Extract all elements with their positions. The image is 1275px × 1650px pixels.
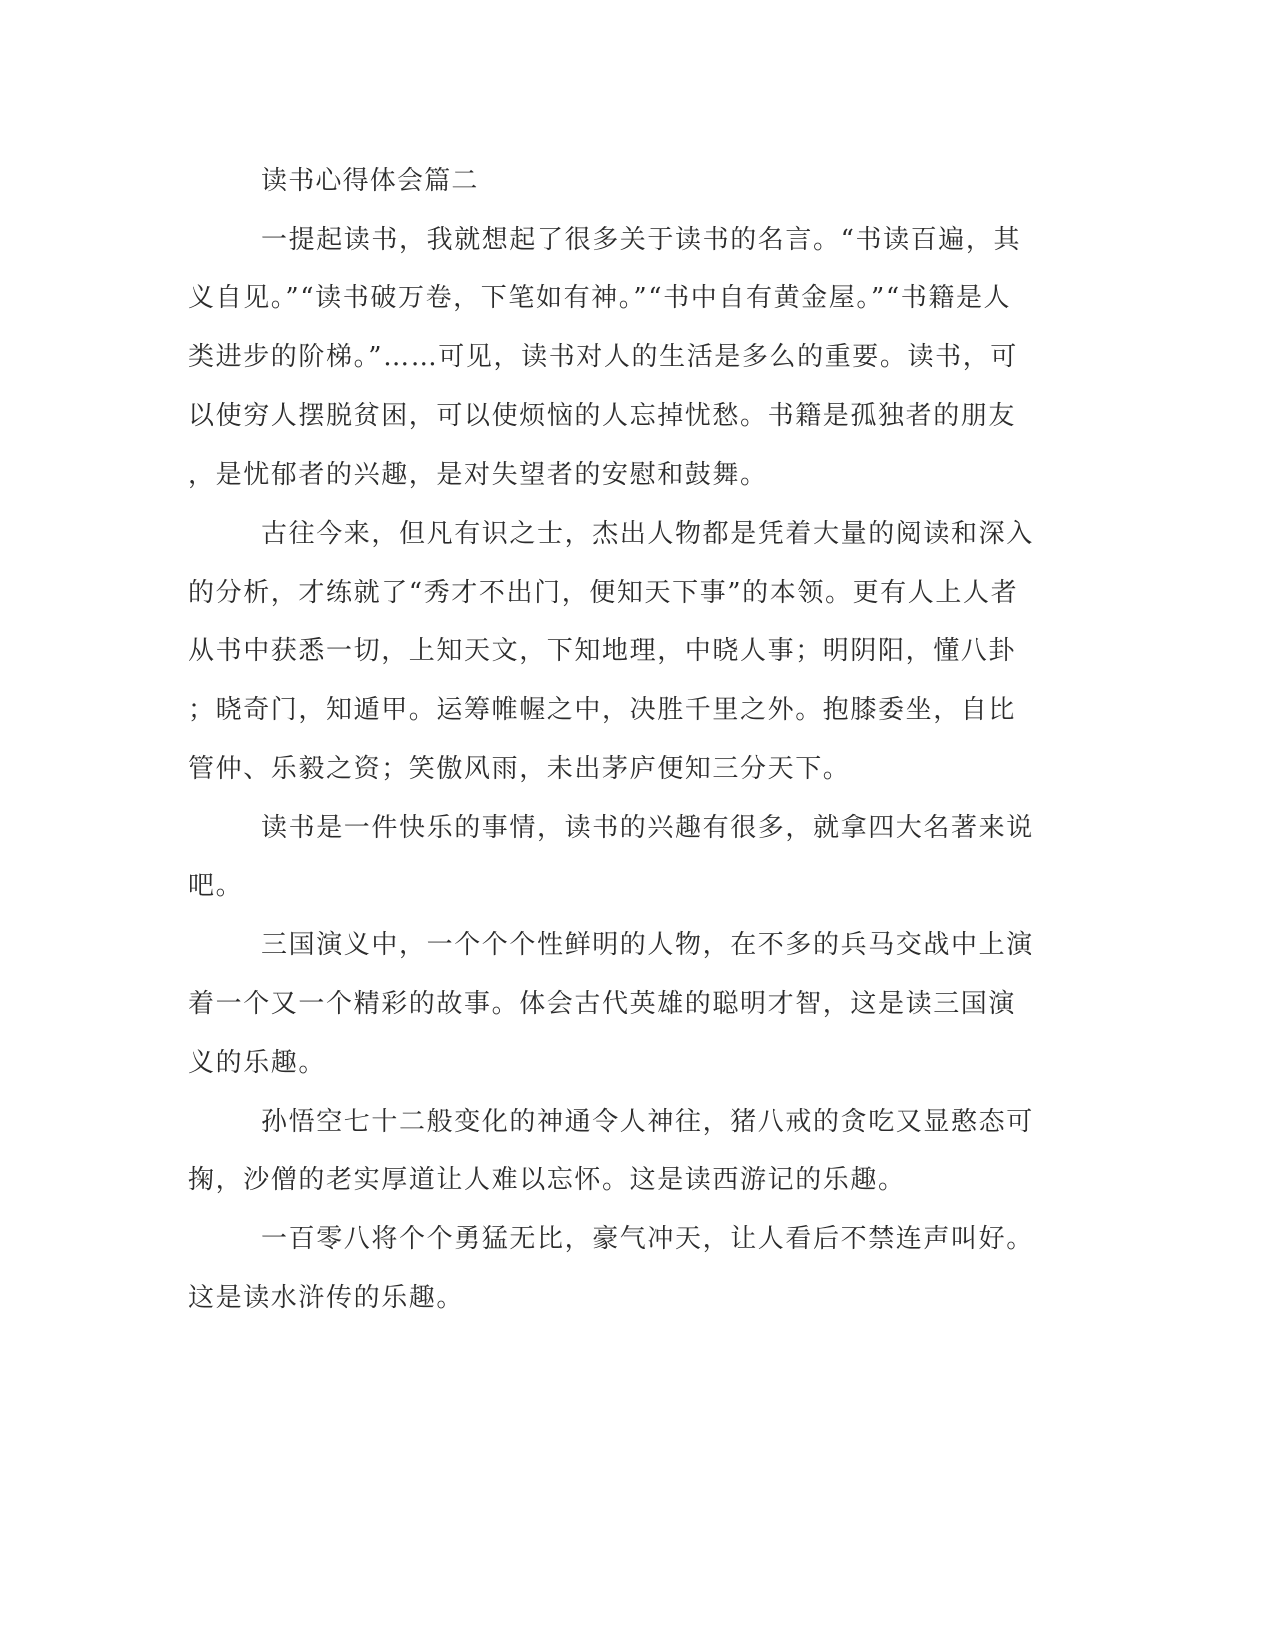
paragraph-6-line-1: 一百零八将个个勇猛无比，豪气冲天，让人看后不禁连声叫好。 <box>261 1224 1034 1254</box>
paragraph-4-line-2: 着一个又一个精彩的故事。体会古代英雄的聪明才智，这是读三国演 <box>188 989 1017 1019</box>
paragraph-2-line-3: 从书中获悉一切，上知天文，下知地理，中晓人事；明阴阳，懂八卦 <box>188 636 1017 666</box>
paragraph-1-line-1: 一提起读书，我就想起了很多关于读书的名言。“书读百遍，其 <box>261 225 1022 255</box>
paragraph-1-line-5: ，是忧郁者的兴趣，是对失望者的安慰和鼓舞。 <box>188 460 768 490</box>
paragraph-3-line-2: 吧。 <box>188 871 244 901</box>
paragraph-4-line-1: 三国演义中，一个个个性鲜明的人物，在不多的兵马交战中上演 <box>261 930 1034 960</box>
paragraph-6-line-2: 这是读水浒传的乐趣。 <box>188 1283 465 1313</box>
paragraph-5-line-1: 孙悟空七十二般变化的神通令人神往，猪八戒的贪吃又显憨态可 <box>261 1107 1034 1137</box>
paragraph-2-line-2: 的分析，才练就了“秀才不出门，便知天下事”的本领。更有人上人者 <box>188 578 1019 608</box>
paragraph-3-line-1: 读书是一件快乐的事情，读书的兴趣有很多，就拿四大名著来说 <box>261 813 1034 843</box>
paragraph-1-line-3: 类进步的阶梯。”……可见，读书对人的生活是多么的重要。读书，可 <box>188 342 1018 372</box>
paragraph-1-line-4: 以使穷人摆脱贫困，可以使烦恼的人忘掉忧愁。书籍是孤独者的朋友 <box>188 401 1017 431</box>
paragraph-1-line-2: 义自见。”“读书破万卷，下笔如有神。”“书中自有黄金屋。”“书籍是人 <box>188 283 1012 313</box>
document-title: 读书心得体会篇二 <box>261 166 479 196</box>
paragraph-4-line-3: 义的乐趣。 <box>188 1048 327 1078</box>
paragraph-5-line-2: 掬，沙僧的老实厚道让人难以忘怀。这是读西游记的乐趣。 <box>188 1165 906 1195</box>
paragraph-2-line-1: 古往今来，但凡有识之士，杰出人物都是凭着大量的阅读和深入 <box>261 519 1034 549</box>
document-page <box>188 0 1088 1650</box>
paragraph-2-line-4: ；晓奇门，知遁甲。运筹帷幄之中，决胜千里之外。抱膝委坐，自比 <box>188 695 1017 725</box>
paragraph-2-line-5: 管仲、乐毅之资；笑傲风雨，未出茅庐便知三分天下。 <box>188 754 851 784</box>
